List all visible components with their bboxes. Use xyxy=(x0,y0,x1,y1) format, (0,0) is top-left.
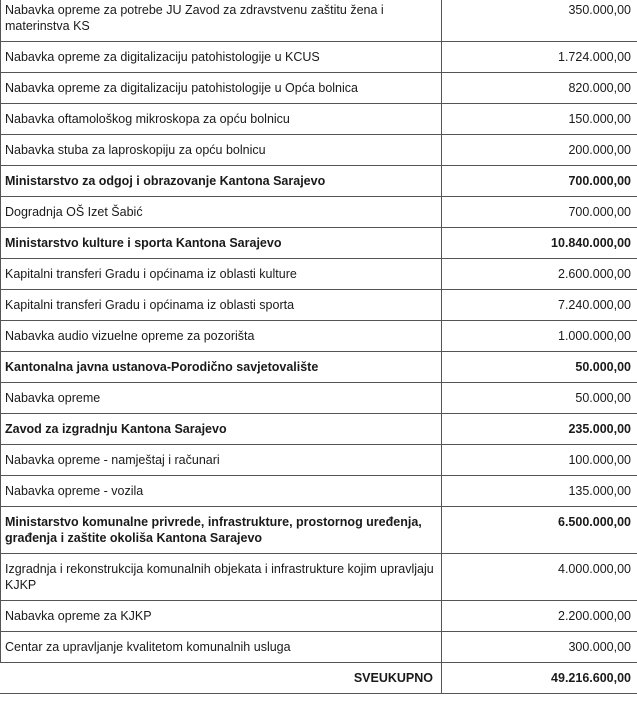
row-label: Nabavka opreme za potrebe JU Zavod za zdravstvenu zaštitu žena i materinstva KS xyxy=(1,0,442,42)
row-amount: 2.600.000,00 xyxy=(442,259,637,290)
row-amount: 2.200.000,00 xyxy=(442,601,637,632)
total-amount: 49.216.600,00 xyxy=(442,663,637,694)
item-row xyxy=(1,290,637,321)
row-label: Nabavka opreme za digitalizaciju patohistologije u Opća bolnica xyxy=(1,73,442,104)
item-row xyxy=(1,476,637,507)
row-label: Nabavka opreme - vozila xyxy=(1,476,442,507)
row-amount: 50.000,00 xyxy=(442,383,637,414)
section-row xyxy=(1,166,637,197)
row-label: Zavod za izgradnju Kantona Sarajevo xyxy=(1,414,442,445)
row-label: Ministarstvo kulture i sporta Kantona Sarajevo xyxy=(1,228,442,259)
row-amount: 1.724.000,00 xyxy=(442,42,637,73)
budget-table-body xyxy=(1,0,637,694)
row-label: Nabavka opreme - namještaj i računari xyxy=(1,445,442,476)
row-label: Nabavka opreme xyxy=(1,383,442,414)
row-amount: 7.240.000,00 xyxy=(442,290,637,321)
section-row xyxy=(1,228,637,259)
row-label: Nabavka opreme za digitalizaciju patohistologije u KCUS xyxy=(1,42,442,73)
item-row xyxy=(1,104,637,135)
row-label: Ministarstvo komunalne privrede, infrastrukture, prostornog uređenja, građenja i zaštite okoliša Kantona Sarajevo xyxy=(1,507,442,554)
row-amount: 135.000,00 xyxy=(442,476,637,507)
row-label: Nabavka stuba za laproskopiju za opću bolnicu xyxy=(1,135,442,166)
row-label: Kapitalni transferi Gradu i općinama iz oblasti sporta xyxy=(1,290,442,321)
total-label: SVEUKUPNO xyxy=(1,663,442,694)
row-amount: 100.000,00 xyxy=(442,445,637,476)
row-amount: 700.000,00 xyxy=(442,166,637,197)
row-label: Nabavka oftamološkog mikroskopa za opću bolnicu xyxy=(1,104,442,135)
row-amount: 150.000,00 xyxy=(442,104,637,135)
row-amount: 200.000,00 xyxy=(442,135,637,166)
item-row xyxy=(1,42,637,73)
row-label: Kantonalna javna ustanova-Porodično savjetovalište xyxy=(1,352,442,383)
item-row xyxy=(1,554,637,601)
item-row xyxy=(1,0,637,42)
item-row xyxy=(1,321,637,352)
section-row xyxy=(1,414,637,445)
item-row xyxy=(1,135,637,166)
row-label: Dogradnja OŠ Izet Šabić xyxy=(1,197,442,228)
row-amount: 235.000,00 xyxy=(442,414,637,445)
row-amount: 820.000,00 xyxy=(442,73,637,104)
item-row xyxy=(1,259,637,290)
total-row xyxy=(1,663,637,694)
item-row xyxy=(1,632,637,663)
row-amount: 10.840.000,00 xyxy=(442,228,637,259)
section-row xyxy=(1,507,637,554)
row-label: Kapitalni transferi Gradu i općinama iz oblasti kulture xyxy=(1,259,442,290)
row-amount: 50.000,00 xyxy=(442,352,637,383)
row-amount: 300.000,00 xyxy=(442,632,637,663)
row-label: Ministarstvo za odgoj i obrazovanje Kantona Sarajevo xyxy=(1,166,442,197)
row-label: Nabavka audio vizuelne opreme za pozorišta xyxy=(1,321,442,352)
item-row xyxy=(1,383,637,414)
item-row xyxy=(1,445,637,476)
item-row xyxy=(1,73,637,104)
row-label: Centar za upravljanje kvalitetom komunalnih usluga xyxy=(1,632,442,663)
row-amount: 350.000,00 xyxy=(442,0,637,42)
row-amount: 1.000.000,00 xyxy=(442,321,637,352)
row-label: Izgradnja i rekonstrukcija komunalnih objekata i infrastrukture kojim upravljaju KJKP xyxy=(1,554,442,601)
section-row xyxy=(1,352,637,383)
item-row xyxy=(1,197,637,228)
row-amount: 4.000.000,00 xyxy=(442,554,637,601)
row-label: Nabavka opreme za KJKP xyxy=(1,601,442,632)
row-amount: 6.500.000,00 xyxy=(442,507,637,554)
row-amount: 700.000,00 xyxy=(442,197,637,228)
item-row xyxy=(1,601,637,632)
